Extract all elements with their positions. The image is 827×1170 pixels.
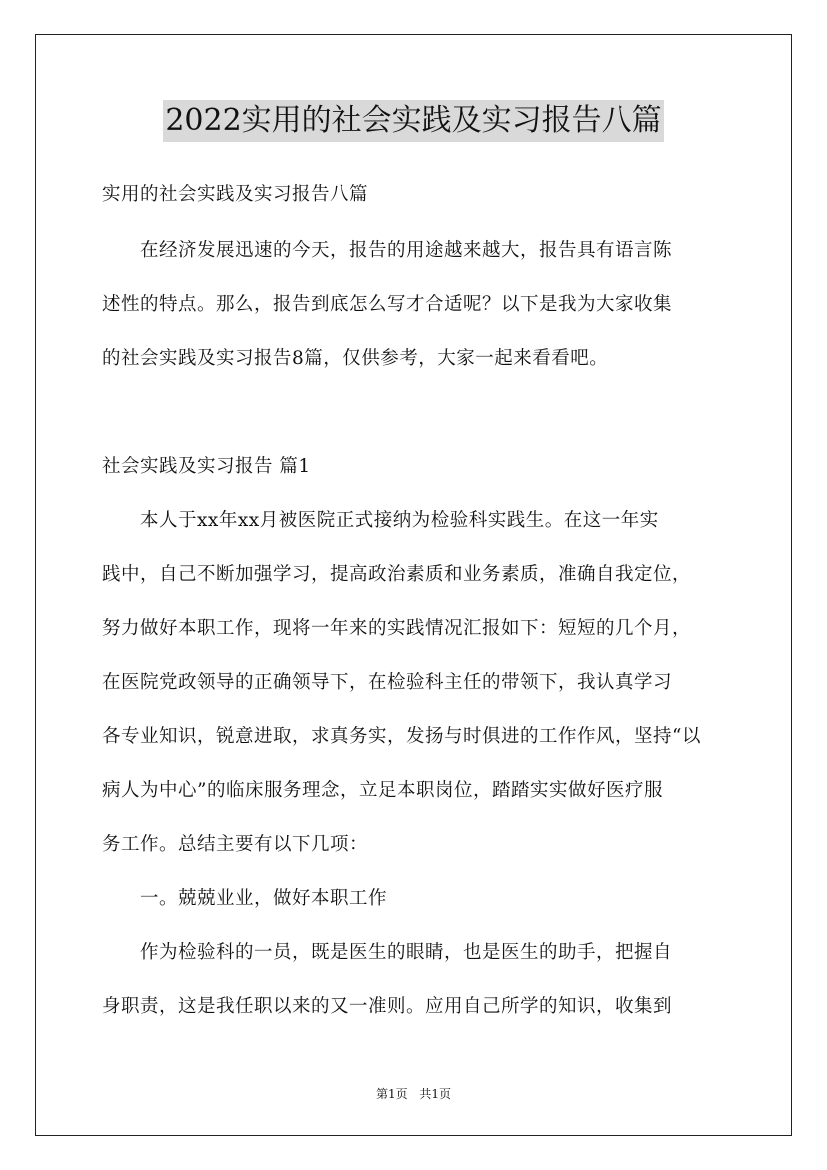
paragraph-line: 践中，自己不断加强学习，提高政治素质和业务素质，准确自我定位， [102,564,692,585]
paragraph-line: 病人为中心”的临床服务理念，立足本职岗位，踏踏实实做好医疗服 [102,780,663,801]
page-number: 第1页 [375,1087,408,1101]
document-subtitle: 实用的社会实践及实习报告八篇 [102,184,369,205]
section-heading: 社会实践及实习报告 篇1 [102,456,311,477]
subsection-heading: 一。兢兢业业，做好本职工作 [102,888,388,909]
paragraph-line: 各专业知识，锐意进取，求真务实，发扬与时俱进的工作作风，坚持“以 [102,726,701,747]
paragraph-line: 努力做好本职工作，现将一年来的实践情况汇报如下：短短的几个月， [102,618,692,639]
paragraph-line: 身职责，这是我任职以来的又一准则。应用自己所学的知识，收集到 [102,996,673,1017]
paragraph-line: 的社会实践及实习报告8篇，仅供参考，大家一起来看看吧。 [102,348,609,369]
paragraph-line: 在经济发展迅速的今天，报告的用途越来越大，报告具有语言陈 [102,240,673,261]
paragraph-line: 在医院党政领导的正确领导下，在检验科主任的带领下，我认真学习 [102,672,673,693]
page-footer [0,1085,827,1102]
document-title: 2022实用的社会实践及实习报告八篇 [163,100,663,142]
paragraph-line: 述性的特点。那么，报告到底怎么写才合适呢？以下是我为大家收集 [102,294,673,315]
page-total: 共1页 [419,1087,452,1101]
title-container [0,100,827,142]
paragraph-line: 本人于xx年xx月被医院正式接纳为检验科实践生。在这一年实 [102,510,659,531]
paragraph-line: 务工作。总结主要有以下几项： [102,834,369,855]
paragraph-line: 作为检验科的一员，既是医生的眼睛，也是医生的助手，把握自 [102,942,673,963]
